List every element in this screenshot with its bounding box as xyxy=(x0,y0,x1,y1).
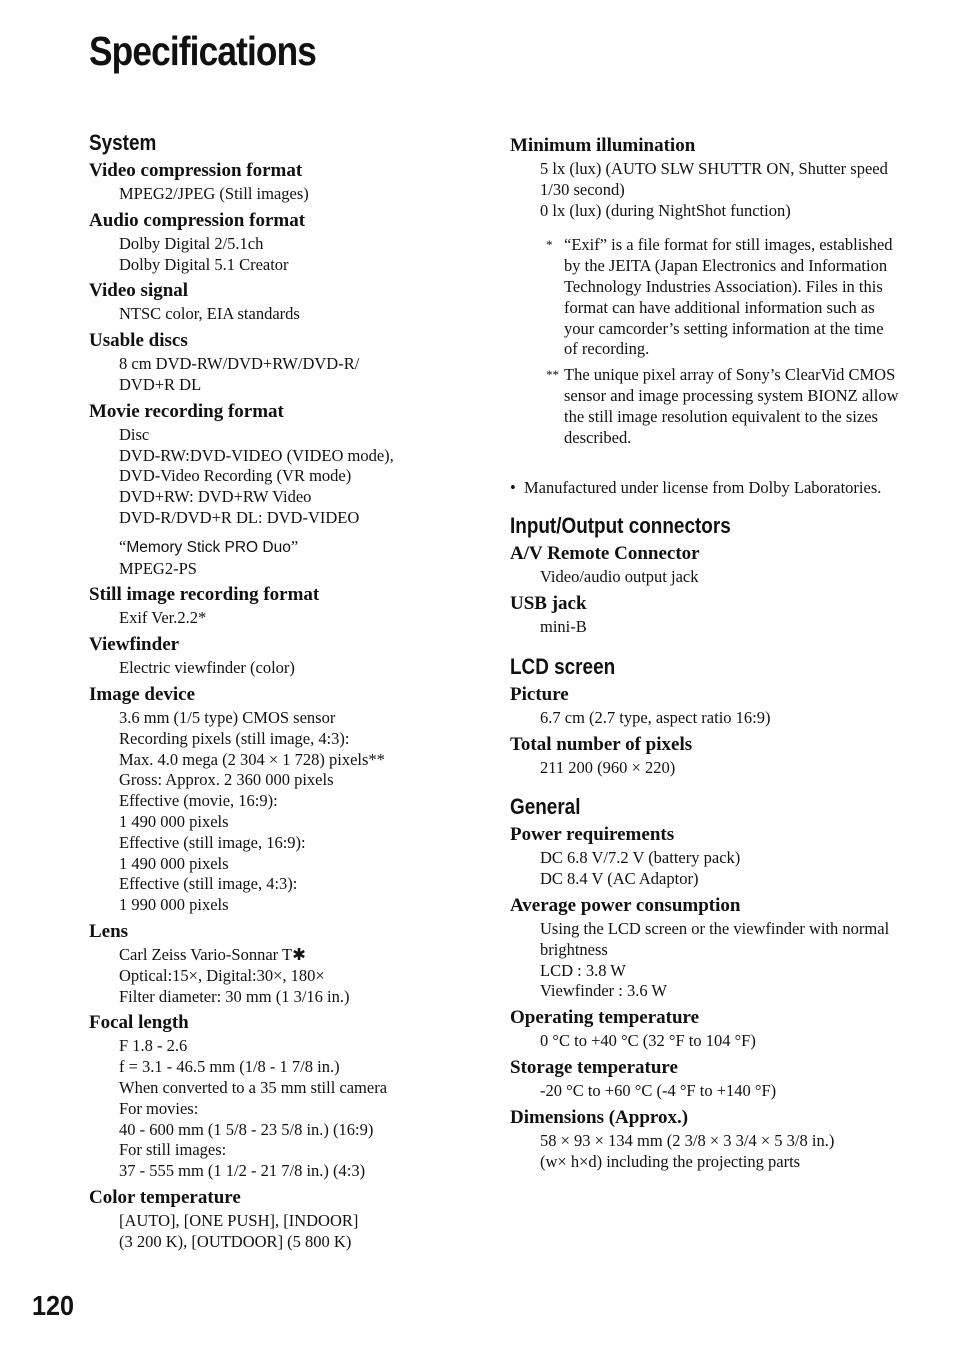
spec-value-dimensions: 58 × 93 × 134 mm (2 3/8 × 3 3/4 × 5 3/8 in.) (w× h×d) including the projecting parts xyxy=(540,1130,835,1171)
spec-label-total-pixels: Total number of pixels xyxy=(510,733,693,755)
section-heading-lcd: LCD screen xyxy=(510,653,616,679)
spec-label-av-remote: A/V Remote Connector xyxy=(510,543,700,565)
spec-label-movie-recording-format: Movie recording format xyxy=(89,400,284,422)
spec-value-lens: Carl Zeiss Vario-Sonnar T✱ Optical:15×, Digital:30×, 180× Filter diameter: 30 mm (1 3/16 in.) xyxy=(119,944,350,1006)
spec-label-image-device: Image device xyxy=(89,683,196,705)
spec-label-dimensions: Dimensions (Approx.) xyxy=(510,1106,689,1128)
spec-value-video-compression: MPEG2/JPEG (Still images) xyxy=(119,184,309,203)
section-heading-general: General xyxy=(510,794,581,820)
footnote xyxy=(546,365,900,448)
spec-value-still-image-format: Exif Ver.2.2* xyxy=(119,608,207,628)
right-column xyxy=(510,133,900,1175)
spec-value-picture: 6.7 cm (2.7 type, aspect ratio 16:9) xyxy=(540,707,771,727)
spec-value-usb-jack: mini-B xyxy=(540,616,587,636)
spec-value-av-remote: Video/audio output jack xyxy=(540,567,699,587)
spec-label-video-compression: Video compression format xyxy=(89,160,303,181)
page-title: Specifications xyxy=(89,28,317,74)
footnote-text: The unique pixel array of Sony’s ClearVid CMOS sensor and image processing system BIONZ allow the still image resolution equivalent to the sizes described. xyxy=(564,365,899,447)
spec-label-usable-discs: Usable discs xyxy=(89,330,188,352)
footnote xyxy=(546,235,900,360)
dolby-license-note xyxy=(510,478,900,499)
spec-label-color-temperature: Color temperature xyxy=(89,1186,241,1208)
spec-value-audio-compression: Dolby Digital 2/5.1ch Dolby Digital 5.1 Creator xyxy=(119,233,289,274)
footnote-text: “Exif” is a file format for still images, established by the JEITA (Japan Electronics and Information Technology Industries Association). Files in this format can have additional information such as your camcorder’s setting information at the time of recording. xyxy=(564,235,893,359)
footnote-mark: * xyxy=(546,237,553,253)
spec-value-movie-recording-mpeg: MPEG2-PS xyxy=(119,558,197,578)
quote-open: “ xyxy=(119,536,127,556)
left-column xyxy=(89,128,469,1255)
spec-label-minimum-illumination: Minimum illumination xyxy=(510,135,696,156)
dolby-license-text: Manufactured under license from Dolby Laboratories. xyxy=(524,478,882,498)
spec-value-operating-temperature: 0 °C to +40 °C (32 °F to 104 °F) xyxy=(540,1031,756,1051)
spec-value-usable-discs: 8 cm DVD-RW/DVD+RW/DVD-R/ DVD+R DL xyxy=(119,354,360,394)
spec-label-video-signal: Video signal xyxy=(89,280,189,302)
spec-label-power-requirements: Power requirements xyxy=(510,824,675,846)
section-heading-io: Input/Output connectors xyxy=(510,513,731,539)
spec-label-usb-jack: USB jack xyxy=(510,592,587,614)
footnote-mark: ** xyxy=(546,367,559,383)
spec-value-total-pixels: 211 200 (960 × 220) xyxy=(540,757,676,777)
spec-value-movie-recording-disc: Disc DVD-RW:DVD-VIDEO (VIDEO mode), DVD-Video Recording (VR mode) DVD+RW: DVD+RW Video DVD-R/DVD+R DL: DVD-VIDEO xyxy=(119,424,394,527)
spec-value-storage-temperature: -20 °C to +60 °C (-4 °F to +140 °F) xyxy=(540,1080,777,1100)
page-number: 120 xyxy=(32,1290,75,1321)
spec-label-still-image-format: Still image recording format xyxy=(89,584,320,606)
spec-label-picture: Picture xyxy=(510,683,569,705)
spec-value-focal-length: F 1.8 - 2.6 f = 3.1 - 46.5 mm (1/8 - 1 7/8 in.) When converted to a 35 mm still camera For movies: 40 - 600 mm (1 5/8 - 23 5/8 in.) (16:9) For still images: 37 - 555 mm (1 1/2 - 21 7/8 in.) (4:3) xyxy=(119,1036,388,1181)
section-heading-system: System xyxy=(89,130,157,155)
spec-label-focal-length: Focal length xyxy=(89,1012,189,1034)
spec-value-image-device: 3.6 mm (1/5 type) CMOS sensor Recording pixels (still image, 4:3): Max. 4.0 mega (2 304 × 1 728) pixels** Gross: Approx. 2 360 000 pixels Effective (movie, 16:9): 1 490 000 pixels Effective (still image, 16:9): 1 490 000 pixels Effective (still image, 4:3): 1 990 000 pixels xyxy=(119,707,385,915)
spec-value-minimum-illumination: 5 lx (lux) (AUTO SLW SHUTTR ON, Shutter speed 1/30 second) 0 lx (lux) (during NightShot function) xyxy=(540,159,888,220)
spec-value-power-consumption: Using the LCD screen or the viewfinder with normal brightness LCD : 3.8 W Viewfinder : 3.6 W xyxy=(540,918,890,1001)
memory-stick-name: Memory Stick PRO Duo xyxy=(126,538,291,556)
spec-label-audio-compression: Audio compression format xyxy=(89,209,306,231)
spec-value-color-temperature: [AUTO], [ONE PUSH], [INDOOR] (3 200 K), [OUTDOOR] (5 800 K) xyxy=(119,1210,359,1251)
spec-value-movie-recording-memory-stick xyxy=(119,537,469,559)
spec-label-storage-temperature: Storage temperature xyxy=(510,1056,678,1078)
spec-label-viewfinder: Viewfinder xyxy=(89,634,180,656)
bullet-dot: • xyxy=(510,478,516,498)
footnotes xyxy=(546,235,900,448)
spec-value-viewfinder: Electric viewfinder (color) xyxy=(119,658,295,678)
spec-label-lens: Lens xyxy=(89,920,129,942)
spec-label-operating-temperature: Operating temperature xyxy=(510,1007,700,1029)
spec-value-power-requirements: DC 6.8 V/7.2 V (battery pack) DC 8.4 V (AC Adaptor) xyxy=(540,848,741,889)
spec-value-video-signal: NTSC color, EIA standards xyxy=(119,304,300,324)
quote-close: ” xyxy=(290,536,299,556)
spec-label-power-consumption: Average power consumption xyxy=(510,894,741,916)
